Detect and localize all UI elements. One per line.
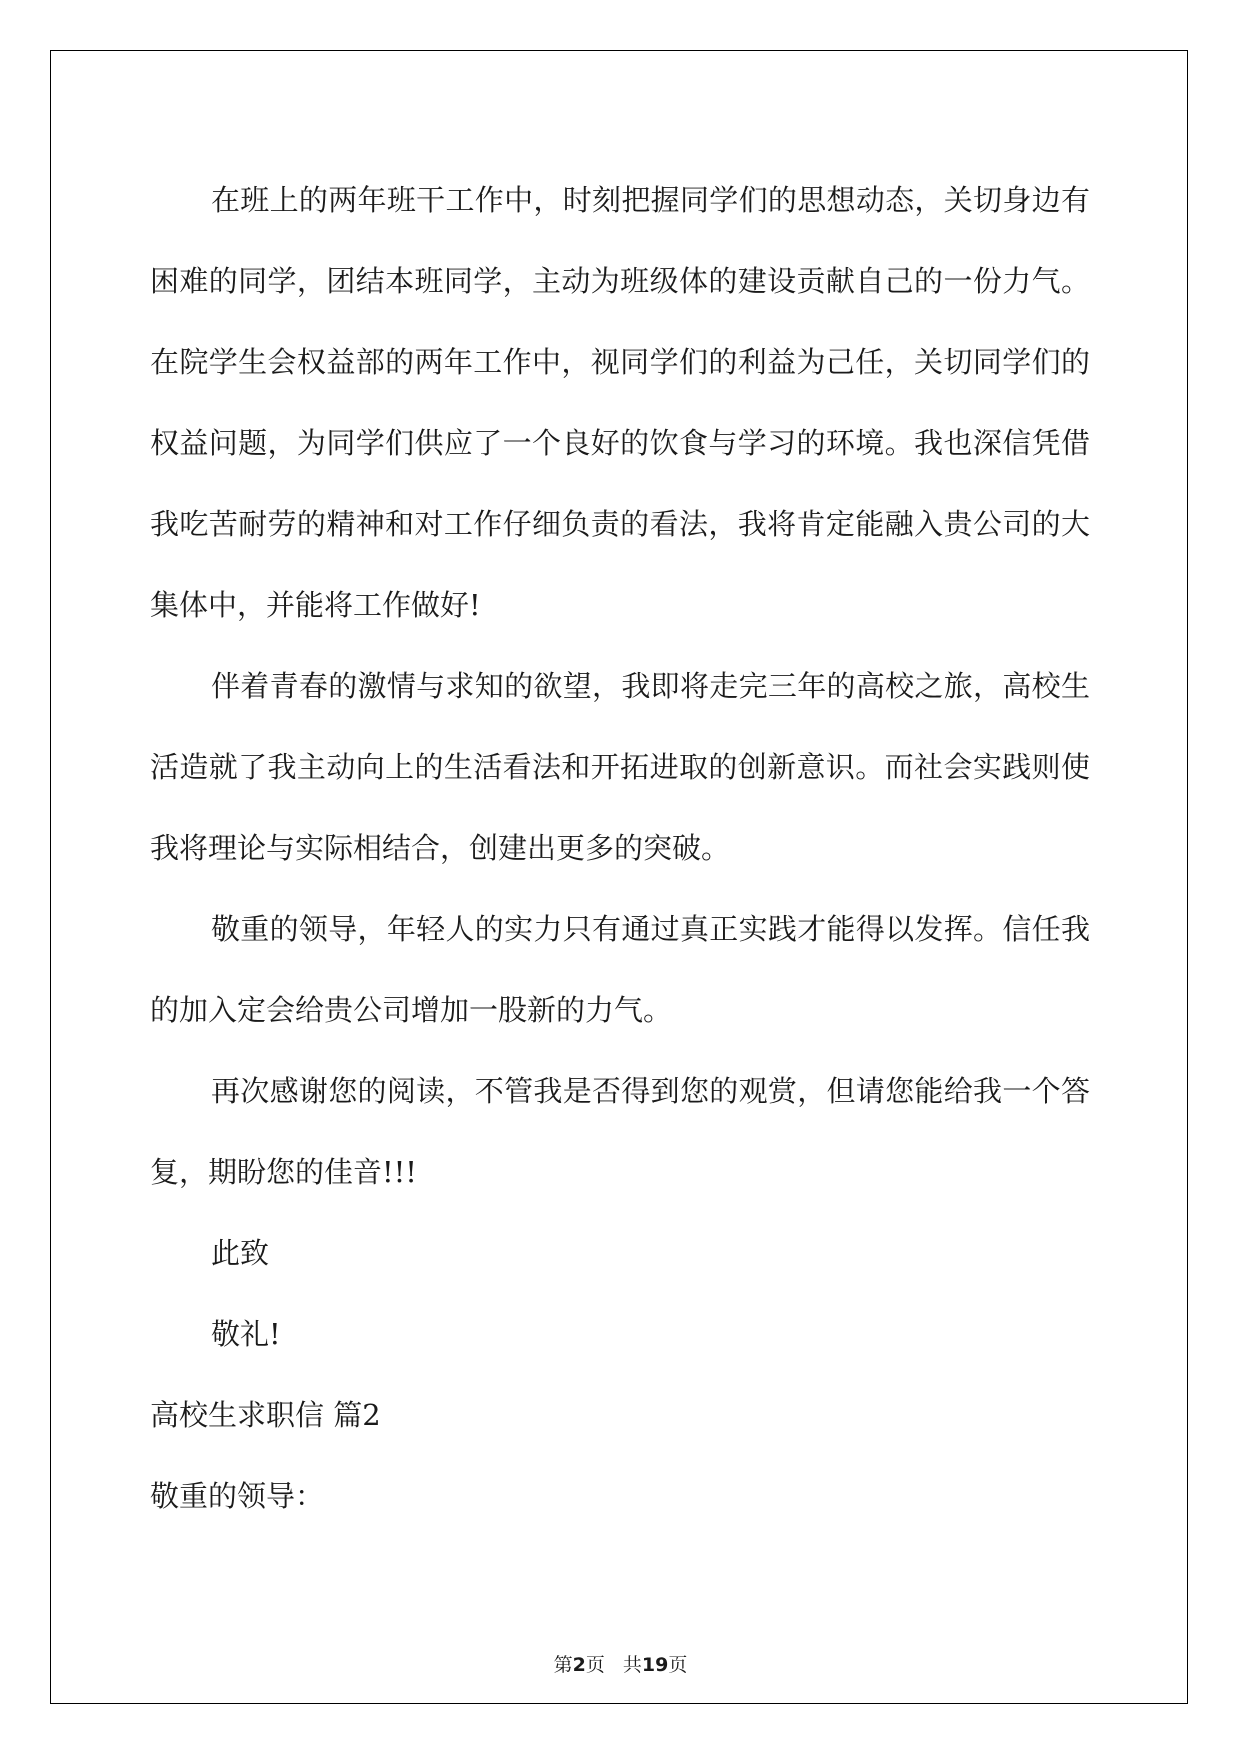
page-prefix: 第	[553, 1654, 573, 1676]
total-pages-number: 19	[641, 1654, 669, 1676]
page-number-footer	[0, 1653, 1241, 1677]
paragraph-university-life: 伴着青春的激情与求知的欲望，我即将走完三年的高校之旅，高校生活造就了我主动向上的生活看法和开拓进取的创新意识。而社会实践则使我将理论与实际相结合，创建出更多的突破。	[150, 669, 1090, 865]
closing-cizhi: 此致	[211, 1236, 270, 1270]
page-suffix: 页	[585, 1654, 605, 1676]
total-prefix: 共	[622, 1654, 642, 1676]
paragraph-work-experience: 在班上的两年班干工作中，时刻把握同学们的思想动态，关切身边有困难的同学，团结本班同学，主动为班级体的建设贡献自己的一份力气。在院学生会权益部的两年工作中，视同学们的利益为己任，关切同学们的权益问题，为同学们供应了一个良好的饮食与学习的环境。我也深信凭借我吃苦耐劳的精神和对工作仔细负责的看法，我将肯定能融入贵公司的大集体中，并能将工作做好!	[150, 183, 1090, 622]
paragraph-respect-leader: 敬重的领导，年轻人的实力只有通过真正实践才能得以发挥。信任我的加入定会给贵公司增加一股新的力气。	[150, 912, 1090, 1027]
current-page-number: 2	[572, 1654, 586, 1676]
total-suffix: 页	[668, 1654, 688, 1676]
salutation: 敬重的领导：	[150, 1479, 325, 1513]
paragraph-thanks: 再次感谢您的阅读，不管我是否得到您的观赏，但请您能给我一个答复，期盼您的佳音!!!	[150, 1074, 1090, 1189]
closing-jingli: 敬礼!	[211, 1317, 281, 1351]
document-body	[150, 160, 1090, 1537]
section-title: 高校生求职信 篇2	[150, 1398, 381, 1432]
